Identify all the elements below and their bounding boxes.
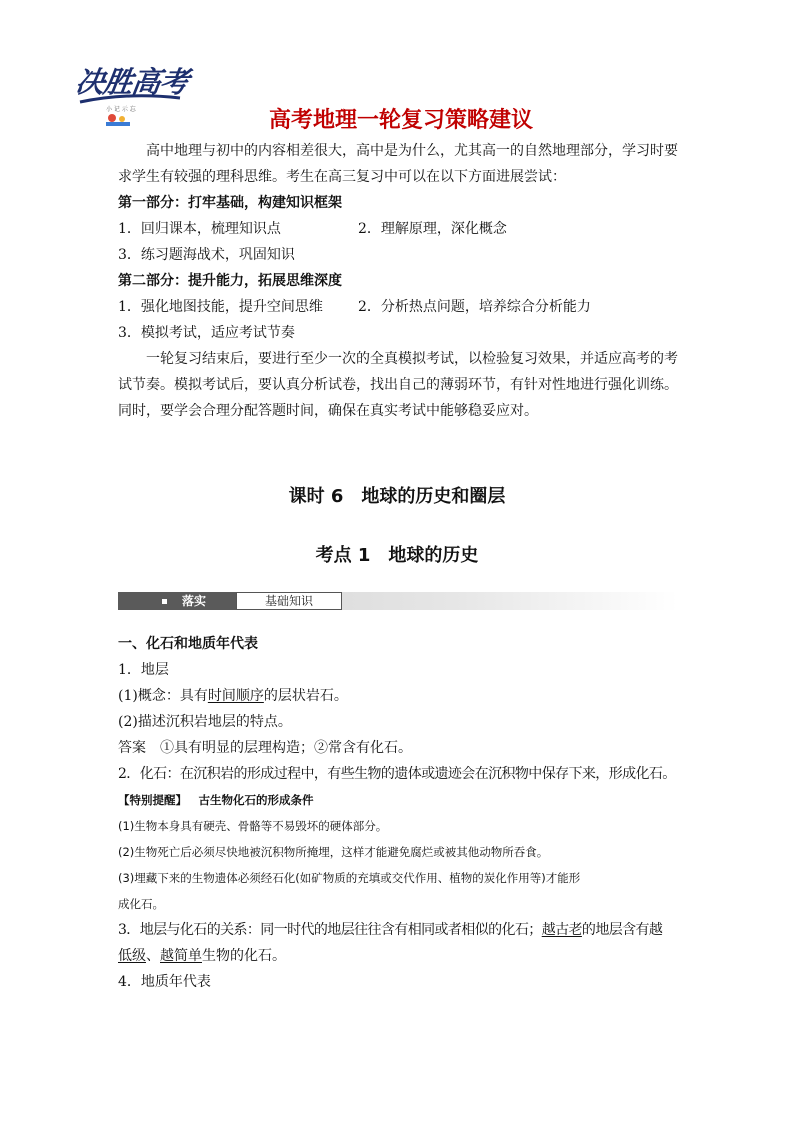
intro-paragraph: 高中地理与初中的内容相差很大，高中是为什么，尤其高一的自然地理部分，学习时要求学生有较强的理科思维。考生在高三复习中可以在以下方面进展尝试：: [118, 143, 678, 185]
tip-line: (2)生物死亡后必须尽快地被沉积物所掩埋，这样才能避免腐烂或被其他动物所吞食。: [118, 845, 549, 859]
lesson-title: 课时 6 地球的历史和圈层: [288, 486, 506, 507]
list-item: 2．分析热点问题，培养综合分析能力: [358, 299, 591, 315]
part2-heading: 第二部分：提升能力，拓展思维深度: [118, 273, 342, 289]
text: 的地层含有越: [581, 922, 663, 938]
content-section: [118, 631, 678, 995]
list-item: 3．练习题海战术，巩固知识: [118, 247, 295, 263]
underlined-text: 越简单: [160, 948, 202, 964]
part1-row: [118, 216, 678, 242]
content-line: [118, 943, 678, 969]
point-title: 考点 1 地球的历史: [315, 545, 479, 566]
list-item: 3．模拟考试，适应考试节奏: [118, 325, 295, 341]
content-item: 1．地层: [118, 662, 169, 678]
list-item: 2．理解原理，深化概念: [358, 221, 507, 237]
section-heading: 一、化石和地质年代表: [118, 636, 258, 652]
tip-line: 成化石。: [118, 897, 164, 911]
tip-title: 古生物化石的形成条件: [198, 793, 314, 807]
answer-line: 答案 ①具有明显的层理构造；②常含有化石。: [118, 740, 412, 756]
square-bullet-icon: [162, 599, 167, 604]
part1-heading: 第一部分：打牢基础，构建知识框架: [118, 195, 342, 211]
content-item: [118, 917, 678, 943]
banner-label-block: [118, 592, 236, 610]
page-title: 高考地理一轮复习策略建议: [268, 108, 533, 133]
tip-label: 【特别提醒】: [118, 793, 187, 807]
text: 的层状岩石。: [263, 688, 348, 704]
logo-subtext: 小 记 示 忘: [106, 106, 136, 113]
content-line: (2)描述沉积岩地层的特点。: [118, 714, 292, 730]
tip-line: (3)埋藏下来的生物遗体必须经石化(如矿物质的充填或交代作用、植物的炭化作用等)才能形: [118, 871, 581, 885]
content-line: [118, 683, 678, 709]
text: (1)概念：具有: [118, 688, 208, 704]
underlined-text: 越古老: [541, 922, 582, 938]
text: 3．地层与化石的关系：同一时代的地层往往含有相同或者相似的化石；: [118, 922, 542, 938]
list-item: 1．回归课本，梳理知识点: [118, 221, 281, 237]
text: 、: [146, 948, 160, 964]
tip-line: (1)生物本身具有硬壳、骨骼等不易毁坏的硬体部分。: [118, 819, 388, 833]
closing-paragraph: 一轮复习结束后，要进行至少一次的全真模拟考试，以检验复习效果，并适应高考的考试节奏。模拟考试后，要认真分析试卷，找出自己的薄弱环节，有针对性地进行强化训练。同时，要学会合理分配答题时间，确保在真实考试中能够稳妥应对。: [118, 351, 678, 419]
content-item: 2．化石：在沉积岩的形成过程中，有些生物的遗体或遗迹会在沉积物中保存下来，形成化石。: [118, 766, 676, 782]
underlined-text: 时间顺序: [207, 688, 264, 704]
list-item: 1．强化地图技能，提升空间思维: [118, 299, 323, 315]
banner-label: 落实: [182, 594, 207, 608]
part2-row: [118, 294, 678, 320]
content-item: 4．地质年代表: [118, 974, 211, 990]
banner-box: 基础知识: [236, 592, 342, 610]
logo-text: 决胜高考: [73, 65, 191, 99]
section-banner: [118, 592, 678, 610]
tip-header: [118, 787, 678, 813]
text: 生物的化石。: [202, 948, 286, 964]
underlined-text: 低级: [118, 948, 146, 964]
intro-section: [118, 138, 678, 424]
